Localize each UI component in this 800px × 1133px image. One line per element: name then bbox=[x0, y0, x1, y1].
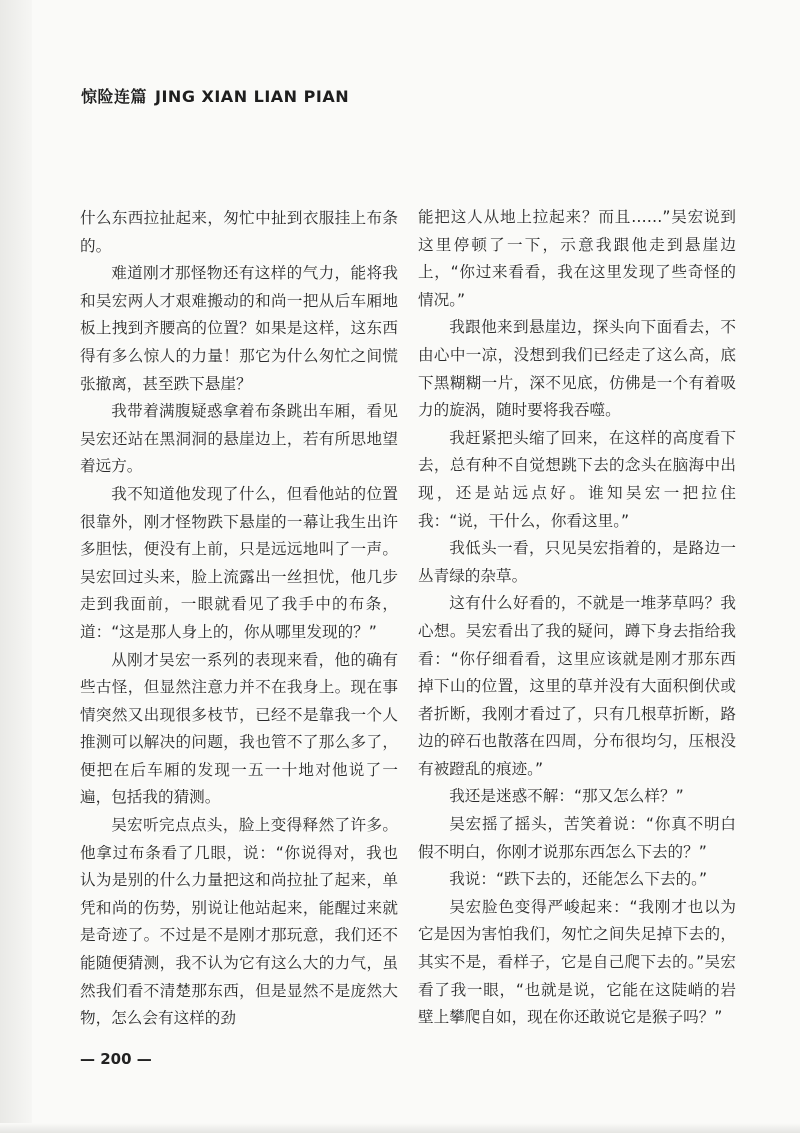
paragraph: 能把这人从地上拉起来？而且……”吴宏说到这里停顿了一下，示意我跟他走到悬崖边上，“你过来看看，我在这里发现了些奇怪的情况。” bbox=[418, 208, 736, 309]
paragraph: 从刚才吴宏一系列的表现来看，他的确有些古怪，但显然注意力并不在我身上。现在事情突然又出现很多枝节，已经不是靠我一个人推测可以解决的问题，我也管不了那么多了，便把在后车厢的发现一五一十地对他说了一遍，包括我的猜测。 bbox=[80, 650, 398, 807]
paragraph: 吴宏脸色变得严峻起来：“我刚才也以为它是因为害怕我们，匆忙之间失足掉下去的，其实不是，看样子，它是自己爬下去的。”吴宏看了我一眼，“也就是说，它能在这陡峭的岩壁上攀爬自如，现在你还敢说它是猴子吗？” bbox=[418, 897, 736, 1027]
header-title-pinyin: JING XIAN LIAN PIAN bbox=[155, 87, 350, 106]
paragraph: 我赶紧把头缩了回来，在这样的高度看下去，总有种不自觉想跳下去的念头在脑海中出现，还是站远点好。谁知吴宏一把拉住我：“说，干什么，你看这里。” bbox=[418, 428, 736, 530]
paragraph: 我带着满腹疑惑拿着布条跳出车厢，看见吴宏还站在黑洞洞的悬崖边上，若有所思地望着远方。 bbox=[80, 402, 398, 476]
right-text-column bbox=[418, 204, 736, 1032]
paragraph: 吴宏摇了摇头，苦笑着说：“你真不明白假不明白，你刚才说那东西怎么下去的？” bbox=[418, 815, 736, 861]
page-gutter-shadow bbox=[0, 0, 32, 1133]
paragraph: 我说：“跌下去的，还能怎么下去的。” bbox=[449, 870, 708, 889]
paragraph: 我还是迷惑不解：“那又怎么样？” bbox=[449, 787, 684, 806]
page-number: — 200 — bbox=[80, 1050, 152, 1068]
paragraph: 什么东西拉扯起来，匆忙中扯到衣服挂上布条的。 bbox=[80, 209, 398, 255]
paragraph: 我跟他来到悬崖边，探头向下面看去，不由心中一凉，没想到我们已经走了这么高，底下黑糊糊一片，深不见底，仿佛是一个有着吸力的旋涡，随时要将我吞噬。 bbox=[418, 318, 736, 420]
header-title-chinese: 惊险连篇 bbox=[81, 87, 148, 106]
paragraph: 我低头一看，只见吴宏指着的，是路边一丛青绿的杂草。 bbox=[418, 539, 736, 585]
paragraph: 这有什么好看的，不就是一堆茅草吗？我心想。吴宏看出了我的疑问，蹲下身去指给我看：“你仔细看看，这里应该就是刚才那东西掉下山的位置，这里的草并没有大面积倒伏或者折断，我刚才看过了，只有几根草折断，路边的碎石也散落在四周，分布很均匀，压根没有被蹬乱的痕迹。” bbox=[418, 594, 736, 778]
paragraph: 难道刚才那怪物还有这样的气力，能将我和吴宏两人才艰难搬动的和尚一把从后车厢地板上拽到齐腰高的位置？如果是这样，这东西得有多么惊人的力量！那它为什么匆忙之间慌张撤离，甚至跌下悬崖？ bbox=[80, 264, 398, 393]
page-bottom-shadow bbox=[0, 1123, 800, 1133]
left-text-column bbox=[80, 205, 398, 1033]
running-header bbox=[81, 84, 349, 107]
paragraph: 吴宏听完点点头，脸上变得释然了许多。他拿过布条看了几眼，说：“你说得对，我也认为是别的什么力量把这和尚拉扯了起来，单凭和尚的伤势，别说让他站起来，能醒过来就是奇迹了。不过是不是刚才那玩意，我们还不能随便猜测，我不认为它有这么大的力气，虽然我们看不清楚那东西，但是显然不是庞然大物，怎么会有这样的劲 bbox=[80, 816, 398, 1028]
paragraph: 我不知道他发现了什么，但看他站的位置很靠外，刚才怪物跌下悬崖的一幕让我生出许多胆怯，便没有上前，只是远远地叫了一声。吴宏回过头来，脸上流露出一丝担忧，他几步走到我面前，一眼就看见了我手中的布条，道：“这是那人身上的，你从哪里发现的？” bbox=[80, 484, 398, 641]
